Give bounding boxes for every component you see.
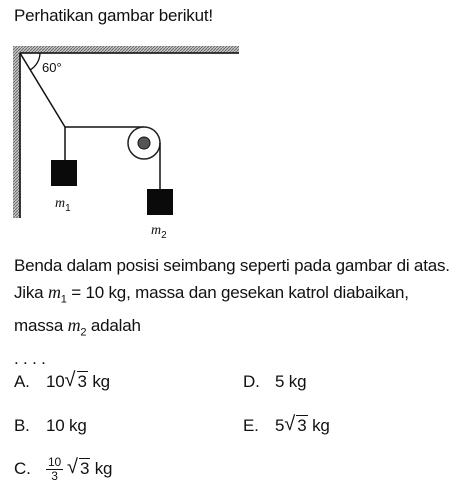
angle-arc	[30, 53, 40, 70]
m2-label: $m_2$	[151, 223, 167, 241]
ceiling	[13, 46, 239, 53]
mass-m1	[51, 160, 77, 186]
option-a[interactable]: A. 10 √ 3 kg	[14, 369, 110, 391]
sqrt-symbol: √ 3	[66, 455, 90, 478]
option-e[interactable]: E. 5 √ 3 kg	[243, 413, 330, 435]
angle-label: 60°	[42, 60, 62, 75]
wall	[13, 46, 20, 218]
question-dots: . . . .	[14, 348, 46, 368]
option-d[interactable]: D. 5 kg	[243, 372, 307, 391]
sqrt-symbol: √ 3	[284, 413, 307, 435]
option-b[interactable]: B. 10 kg	[14, 416, 87, 435]
sqrt-symbol: √ 3	[64, 369, 87, 391]
m1-label: $m_1$	[55, 196, 71, 214]
fraction: $\frac{10}{3}$	[48, 455, 61, 483]
mass-m2	[147, 189, 173, 215]
intro-text: Perhatikan gambar berikut!	[14, 6, 213, 25]
option-c[interactable]: C. $\frac{10}{3}$ √ 3 kg	[14, 455, 113, 483]
pulley-axle	[138, 137, 150, 149]
question-text: Benda dalam posisi seimbang seperti pada gambar di atas. Jika $m_1 = 10$ kg, massa dan gesekan katrol diabaikan, massa $m_2$ adalah . . . .	[14, 256, 450, 368]
